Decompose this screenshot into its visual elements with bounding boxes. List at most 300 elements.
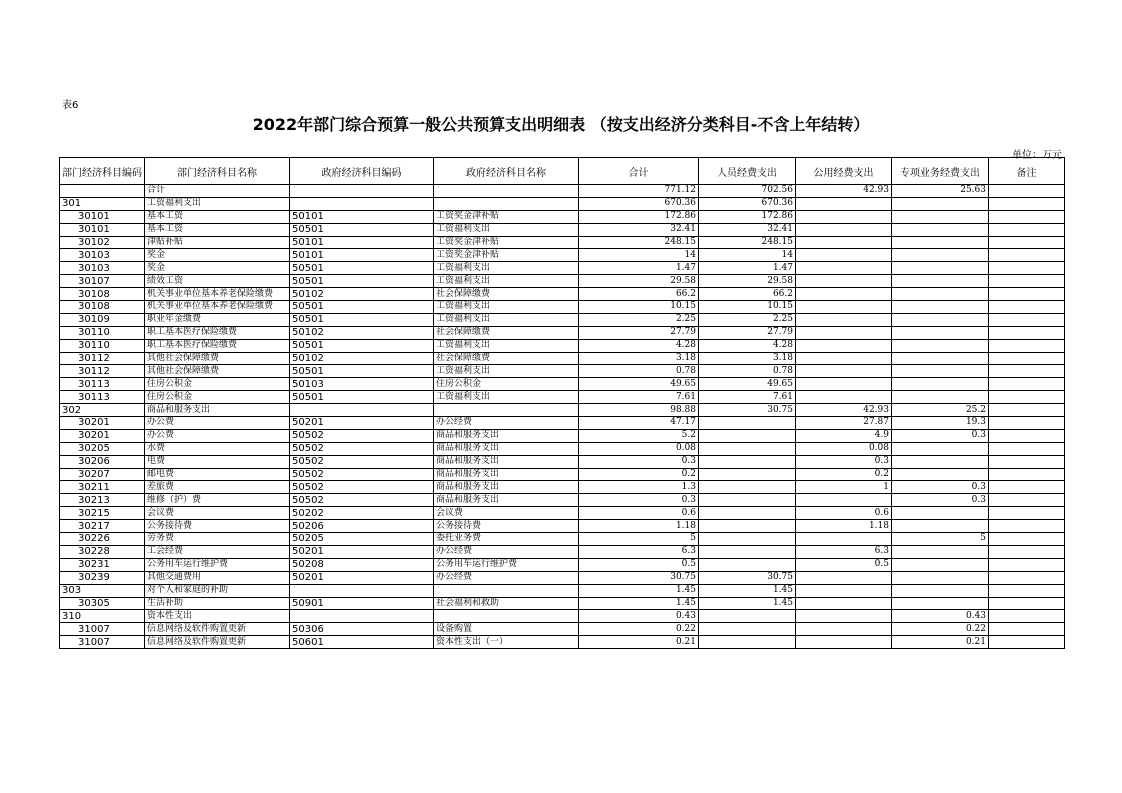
public-cell: 1.18 xyxy=(796,520,892,533)
header-gov-code: 政府经济科目编码 xyxy=(290,158,434,185)
gov-name-cell: 住房公积金 xyxy=(434,378,579,391)
gov-name-cell: 会议费 xyxy=(434,507,579,520)
dept-code-cell: 30101 xyxy=(60,210,145,223)
dept-code-cell: 30113 xyxy=(60,378,145,391)
remark-cell xyxy=(989,481,1065,494)
dept-name-cell: 办公费 xyxy=(145,417,290,430)
public-cell: 0.6 xyxy=(796,507,892,520)
public-cell xyxy=(796,236,892,249)
total-cell: 1.47 xyxy=(579,262,699,275)
personnel-cell xyxy=(699,636,796,649)
dept-code-cell: 30226 xyxy=(60,533,145,546)
special-cell: 19.3 xyxy=(892,417,989,430)
table-row xyxy=(60,288,1065,301)
special-cell xyxy=(892,584,989,597)
personnel-cell: 29.58 xyxy=(699,275,796,288)
public-cell xyxy=(796,197,892,210)
special-cell xyxy=(892,301,989,314)
total-cell: 172.86 xyxy=(579,210,699,223)
table-row xyxy=(60,610,1065,623)
gov-name-cell: 社会保障缴费 xyxy=(434,352,579,365)
special-cell: 0.21 xyxy=(892,636,989,649)
table-row xyxy=(60,558,1065,571)
dept-name-cell: 职工基本医疗保险缴费 xyxy=(145,339,290,352)
dept-name-cell: 合计 xyxy=(145,185,290,198)
public-cell: 0.3 xyxy=(796,455,892,468)
table-row xyxy=(60,197,1065,210)
table-row xyxy=(60,429,1065,442)
personnel-cell: 248.15 xyxy=(699,236,796,249)
gov-code-cell: 50502 xyxy=(290,442,434,455)
remark-cell xyxy=(989,339,1065,352)
special-cell: 0.3 xyxy=(892,481,989,494)
header-row xyxy=(60,158,1065,185)
table-row xyxy=(60,494,1065,507)
dept-code-cell: 30108 xyxy=(60,288,145,301)
dept-code-cell: 30239 xyxy=(60,571,145,584)
dept-code-cell: 30109 xyxy=(60,313,145,326)
public-cell: 6.3 xyxy=(796,545,892,558)
table-row xyxy=(60,326,1065,339)
dept-name-cell: 绩效工资 xyxy=(145,275,290,288)
total-cell: 1.3 xyxy=(579,481,699,494)
dept-name-cell: 机关事业单位基本养老保险缴费 xyxy=(145,288,290,301)
gov-code-cell: 50201 xyxy=(290,545,434,558)
remark-cell xyxy=(989,326,1065,339)
dept-code-cell: 30110 xyxy=(60,326,145,339)
gov-name-cell: 办公经费 xyxy=(434,417,579,430)
table-row xyxy=(60,455,1065,468)
gov-code-cell xyxy=(290,404,434,417)
dept-code-cell: 303 xyxy=(60,584,145,597)
table-row xyxy=(60,520,1065,533)
remark-cell xyxy=(989,610,1065,623)
gov-code-cell: 50901 xyxy=(290,597,434,610)
public-cell: 1 xyxy=(796,481,892,494)
dept-name-cell: 职工基本医疗保险缴费 xyxy=(145,326,290,339)
total-cell: 248.15 xyxy=(579,236,699,249)
dept-code-cell: 30211 xyxy=(60,481,145,494)
public-cell xyxy=(796,597,892,610)
public-cell xyxy=(796,301,892,314)
public-cell xyxy=(796,313,892,326)
special-cell: 25.63 xyxy=(892,185,989,198)
remark-cell xyxy=(989,352,1065,365)
remark-cell xyxy=(989,262,1065,275)
table-row xyxy=(60,313,1065,326)
dept-name-cell: 津贴补贴 xyxy=(145,236,290,249)
gov-name-cell: 工资福利支出 xyxy=(434,365,579,378)
gov-code-cell: 50206 xyxy=(290,520,434,533)
table-row xyxy=(60,275,1065,288)
dept-name-cell: 奖金 xyxy=(145,262,290,275)
gov-name-cell xyxy=(434,197,579,210)
dept-code-cell: 30102 xyxy=(60,236,145,249)
public-cell xyxy=(796,262,892,275)
dept-code-cell: 30103 xyxy=(60,262,145,275)
dept-name-cell: 基本工资 xyxy=(145,210,290,223)
total-cell: 32.41 xyxy=(579,223,699,236)
table-row xyxy=(60,365,1065,378)
dept-code-cell: 30231 xyxy=(60,558,145,571)
dept-code-cell: 30103 xyxy=(60,249,145,262)
special-cell: 0.3 xyxy=(892,429,989,442)
dept-code-cell: 302 xyxy=(60,404,145,417)
gov-code-cell: 50101 xyxy=(290,249,434,262)
personnel-cell: 670.36 xyxy=(699,197,796,210)
gov-name-cell: 公务接待费 xyxy=(434,520,579,533)
total-cell: 0.6 xyxy=(579,507,699,520)
table-row xyxy=(60,223,1065,236)
special-cell xyxy=(892,339,989,352)
public-cell xyxy=(796,288,892,301)
dept-code-cell: 30112 xyxy=(60,352,145,365)
personnel-cell xyxy=(699,494,796,507)
dept-code-cell: 30206 xyxy=(60,455,145,468)
personnel-cell: 30.75 xyxy=(699,404,796,417)
total-cell: 1.45 xyxy=(579,597,699,610)
header-dept-name: 部门经济科目名称 xyxy=(145,158,290,185)
table-row xyxy=(60,533,1065,546)
total-cell: 6.3 xyxy=(579,545,699,558)
remark-cell xyxy=(989,545,1065,558)
special-cell xyxy=(892,288,989,301)
personnel-cell xyxy=(699,429,796,442)
personnel-cell: 3.18 xyxy=(699,352,796,365)
dept-name-cell: 办公费 xyxy=(145,429,290,442)
dept-name-cell: 职业年金缴费 xyxy=(145,313,290,326)
table-row xyxy=(60,636,1065,649)
table-row xyxy=(60,185,1065,198)
remark-cell xyxy=(989,275,1065,288)
gov-code-cell: 50501 xyxy=(290,391,434,404)
remark-cell xyxy=(989,623,1065,636)
gov-name-cell: 办公经费 xyxy=(434,545,579,558)
gov-code-cell: 50202 xyxy=(290,507,434,520)
gov-code-cell xyxy=(290,185,434,198)
public-cell xyxy=(796,249,892,262)
special-cell: 0.3 xyxy=(892,494,989,507)
table-row xyxy=(60,262,1065,275)
gov-name-cell: 工资福利支出 xyxy=(434,275,579,288)
total-cell: 0.22 xyxy=(579,623,699,636)
public-cell xyxy=(796,352,892,365)
dept-code-cell: 310 xyxy=(60,610,145,623)
dept-name-cell: 邮电费 xyxy=(145,468,290,481)
gov-name-cell: 委托业务费 xyxy=(434,533,579,546)
personnel-cell: 14 xyxy=(699,249,796,262)
dept-name-cell: 工会经费 xyxy=(145,545,290,558)
total-cell: 0.3 xyxy=(579,455,699,468)
public-cell xyxy=(796,391,892,404)
gov-code-cell: 50601 xyxy=(290,636,434,649)
dept-code-cell: 30215 xyxy=(60,507,145,520)
dept-code-cell: 30201 xyxy=(60,417,145,430)
dept-code-cell: 30205 xyxy=(60,442,145,455)
public-cell xyxy=(796,275,892,288)
personnel-cell: 66.2 xyxy=(699,288,796,301)
total-cell: 14 xyxy=(579,249,699,262)
special-cell xyxy=(892,391,989,404)
dept-name-cell: 差旅费 xyxy=(145,481,290,494)
personnel-cell: 702.56 xyxy=(699,185,796,198)
special-cell xyxy=(892,275,989,288)
header-dept-code: 部门经济科目编码 xyxy=(60,158,145,185)
personnel-cell xyxy=(699,455,796,468)
special-cell xyxy=(892,520,989,533)
total-cell: 0.3 xyxy=(579,494,699,507)
gov-code-cell xyxy=(290,197,434,210)
dept-code-cell: 30101 xyxy=(60,223,145,236)
table-row xyxy=(60,339,1065,352)
total-cell: 7.61 xyxy=(579,391,699,404)
dept-name-cell: 生活补助 xyxy=(145,597,290,610)
personnel-cell: 27.79 xyxy=(699,326,796,339)
personnel-cell: 4.28 xyxy=(699,339,796,352)
gov-code-cell: 50102 xyxy=(290,288,434,301)
special-cell xyxy=(892,210,989,223)
remark-cell xyxy=(989,391,1065,404)
special-cell xyxy=(892,197,989,210)
special-cell xyxy=(892,597,989,610)
gov-code-cell: 50102 xyxy=(290,326,434,339)
gov-name-cell: 社会保障缴费 xyxy=(434,326,579,339)
personnel-cell xyxy=(699,507,796,520)
header-public: 公用经费支出 xyxy=(796,158,892,185)
gov-name-cell: 商品和服务支出 xyxy=(434,468,579,481)
gov-name-cell: 公务用车运行维护费 xyxy=(434,558,579,571)
dept-name-cell: 工资福利支出 xyxy=(145,197,290,210)
remark-cell xyxy=(989,468,1065,481)
header-total: 合计 xyxy=(579,158,699,185)
gov-code-cell: 50201 xyxy=(290,417,434,430)
dept-name-cell: 对个人和家庭的补助 xyxy=(145,584,290,597)
remark-cell xyxy=(989,507,1065,520)
dept-code-cell: 30113 xyxy=(60,391,145,404)
remark-cell xyxy=(989,404,1065,417)
public-cell: 4.9 xyxy=(796,429,892,442)
personnel-cell: 7.61 xyxy=(699,391,796,404)
gov-code-cell: 50201 xyxy=(290,571,434,584)
special-cell xyxy=(892,236,989,249)
remark-cell xyxy=(989,236,1065,249)
public-cell xyxy=(796,494,892,507)
gov-name-cell: 社会福利和救助 xyxy=(434,597,579,610)
special-cell xyxy=(892,313,989,326)
total-cell: 27.79 xyxy=(579,326,699,339)
total-cell: 0.5 xyxy=(579,558,699,571)
personnel-cell: 1.47 xyxy=(699,262,796,275)
total-cell: 0.43 xyxy=(579,610,699,623)
gov-code-cell: 50502 xyxy=(290,468,434,481)
remark-cell xyxy=(989,584,1065,597)
remark-cell xyxy=(989,210,1065,223)
table-row xyxy=(60,236,1065,249)
dept-name-cell: 信息网络及软件购置更新 xyxy=(145,636,290,649)
gov-code-cell: 50306 xyxy=(290,623,434,636)
special-cell xyxy=(892,455,989,468)
remark-cell xyxy=(989,636,1065,649)
gov-code-cell xyxy=(290,584,434,597)
table-row xyxy=(60,249,1065,262)
special-cell xyxy=(892,558,989,571)
personnel-cell xyxy=(699,545,796,558)
remark-cell xyxy=(989,378,1065,391)
gov-code-cell: 50501 xyxy=(290,223,434,236)
dept-name-cell: 公务接待费 xyxy=(145,520,290,533)
table-row xyxy=(60,378,1065,391)
special-cell xyxy=(892,571,989,584)
special-cell xyxy=(892,223,989,236)
total-cell: 670.36 xyxy=(579,197,699,210)
personnel-cell: 0.78 xyxy=(699,365,796,378)
gov-name-cell: 工资奖金津补贴 xyxy=(434,249,579,262)
gov-name-cell: 工资福利支出 xyxy=(434,262,579,275)
personnel-cell: 30.75 xyxy=(699,571,796,584)
gov-name-cell: 办公经费 xyxy=(434,571,579,584)
gov-name-cell: 商品和服务支出 xyxy=(434,481,579,494)
header-gov-name: 政府经济科目名称 xyxy=(434,158,579,185)
table-row xyxy=(60,417,1065,430)
public-cell xyxy=(796,623,892,636)
gov-code-cell: 50502 xyxy=(290,494,434,507)
dept-name-cell: 商品和服务支出 xyxy=(145,404,290,417)
dept-code-cell xyxy=(60,185,145,198)
gov-name-cell: 资本性支出（一） xyxy=(434,636,579,649)
dept-name-cell: 电费 xyxy=(145,455,290,468)
table-body xyxy=(60,185,1065,649)
dept-name-cell: 信息网络及软件购置更新 xyxy=(145,623,290,636)
special-cell: 0.22 xyxy=(892,623,989,636)
public-cell xyxy=(796,365,892,378)
remark-cell xyxy=(989,249,1065,262)
remark-cell xyxy=(989,494,1065,507)
public-cell xyxy=(796,378,892,391)
gov-name-cell: 工资福利支出 xyxy=(434,301,579,314)
dept-code-cell: 30217 xyxy=(60,520,145,533)
total-cell: 0.78 xyxy=(579,365,699,378)
dept-code-cell: 30201 xyxy=(60,429,145,442)
total-cell: 30.75 xyxy=(579,571,699,584)
gov-name-cell: 工资奖金津补贴 xyxy=(434,210,579,223)
dept-name-cell: 其他交通费用 xyxy=(145,571,290,584)
personnel-cell: 2.25 xyxy=(699,313,796,326)
gov-code-cell: 50103 xyxy=(290,378,434,391)
gov-code-cell: 50101 xyxy=(290,210,434,223)
table-row xyxy=(60,507,1065,520)
dept-code-cell: 31007 xyxy=(60,636,145,649)
total-cell: 0.21 xyxy=(579,636,699,649)
personnel-cell xyxy=(699,623,796,636)
dept-name-cell: 奖金 xyxy=(145,249,290,262)
table-row xyxy=(60,481,1065,494)
public-cell xyxy=(796,610,892,623)
special-cell xyxy=(892,326,989,339)
gov-code-cell: 50102 xyxy=(290,352,434,365)
remark-cell xyxy=(989,533,1065,546)
personnel-cell xyxy=(699,558,796,571)
public-cell xyxy=(796,584,892,597)
personnel-cell xyxy=(699,520,796,533)
personnel-cell xyxy=(699,417,796,430)
gov-name-cell: 工资福利支出 xyxy=(434,391,579,404)
remark-cell xyxy=(989,417,1065,430)
public-cell: 42.93 xyxy=(796,185,892,198)
personnel-cell xyxy=(699,442,796,455)
dept-code-cell: 30228 xyxy=(60,545,145,558)
personnel-cell: 172.86 xyxy=(699,210,796,223)
special-cell xyxy=(892,262,989,275)
personnel-cell: 10.15 xyxy=(699,301,796,314)
personnel-cell: 1.45 xyxy=(699,597,796,610)
personnel-cell xyxy=(699,481,796,494)
special-cell xyxy=(892,468,989,481)
total-cell: 49.65 xyxy=(579,378,699,391)
remark-cell xyxy=(989,197,1065,210)
total-cell: 3.18 xyxy=(579,352,699,365)
public-cell: 0.08 xyxy=(796,442,892,455)
table-row xyxy=(60,301,1065,314)
dept-code-cell: 31007 xyxy=(60,623,145,636)
gov-name-cell: 工资奖金津补贴 xyxy=(434,236,579,249)
table-row xyxy=(60,623,1065,636)
special-cell xyxy=(892,249,989,262)
gov-code-cell: 50205 xyxy=(290,533,434,546)
remark-cell xyxy=(989,455,1065,468)
header-personnel: 人员经费支出 xyxy=(699,158,796,185)
gov-code-cell: 50502 xyxy=(290,429,434,442)
public-cell: 0.2 xyxy=(796,468,892,481)
remark-cell xyxy=(989,597,1065,610)
table-number-label: 表6 xyxy=(62,100,79,111)
total-cell: 47.17 xyxy=(579,417,699,430)
unit-label: 单位：万元 xyxy=(1012,150,1062,161)
dept-code-cell: 30110 xyxy=(60,339,145,352)
remark-cell xyxy=(989,571,1065,584)
dept-name-cell: 其他社会保障缴费 xyxy=(145,365,290,378)
gov-code-cell: 50501 xyxy=(290,313,434,326)
personnel-cell: 49.65 xyxy=(699,378,796,391)
total-cell: 0.08 xyxy=(579,442,699,455)
personnel-cell xyxy=(699,468,796,481)
header-special: 专项业务经费支出 xyxy=(892,158,989,185)
gov-code-cell: 50502 xyxy=(290,455,434,468)
gov-code-cell: 50501 xyxy=(290,262,434,275)
document-title: 2022年部门综合预算一般公共预算支出明细表 （按支出经济分类科目-不含上年结转） xyxy=(252,115,870,134)
gov-name-cell xyxy=(434,404,579,417)
table-row xyxy=(60,468,1065,481)
dept-name-cell: 维修（护）费 xyxy=(145,494,290,507)
total-cell: 1.18 xyxy=(579,520,699,533)
dept-code-cell: 30112 xyxy=(60,365,145,378)
special-cell xyxy=(892,378,989,391)
personnel-cell xyxy=(699,533,796,546)
total-cell: 1.45 xyxy=(579,584,699,597)
dept-name-cell: 劳务费 xyxy=(145,533,290,546)
table-row xyxy=(60,442,1065,455)
gov-name-cell xyxy=(434,584,579,597)
public-cell: 27.87 xyxy=(796,417,892,430)
gov-code-cell: 50501 xyxy=(290,365,434,378)
public-cell: 42.93 xyxy=(796,404,892,417)
dept-code-cell: 30213 xyxy=(60,494,145,507)
gov-name-cell xyxy=(434,610,579,623)
gov-name-cell: 商品和服务支出 xyxy=(434,455,579,468)
special-cell: 25.2 xyxy=(892,404,989,417)
personnel-cell: 32.41 xyxy=(699,223,796,236)
special-cell xyxy=(892,545,989,558)
dept-name-cell: 资本性支出 xyxy=(145,610,290,623)
